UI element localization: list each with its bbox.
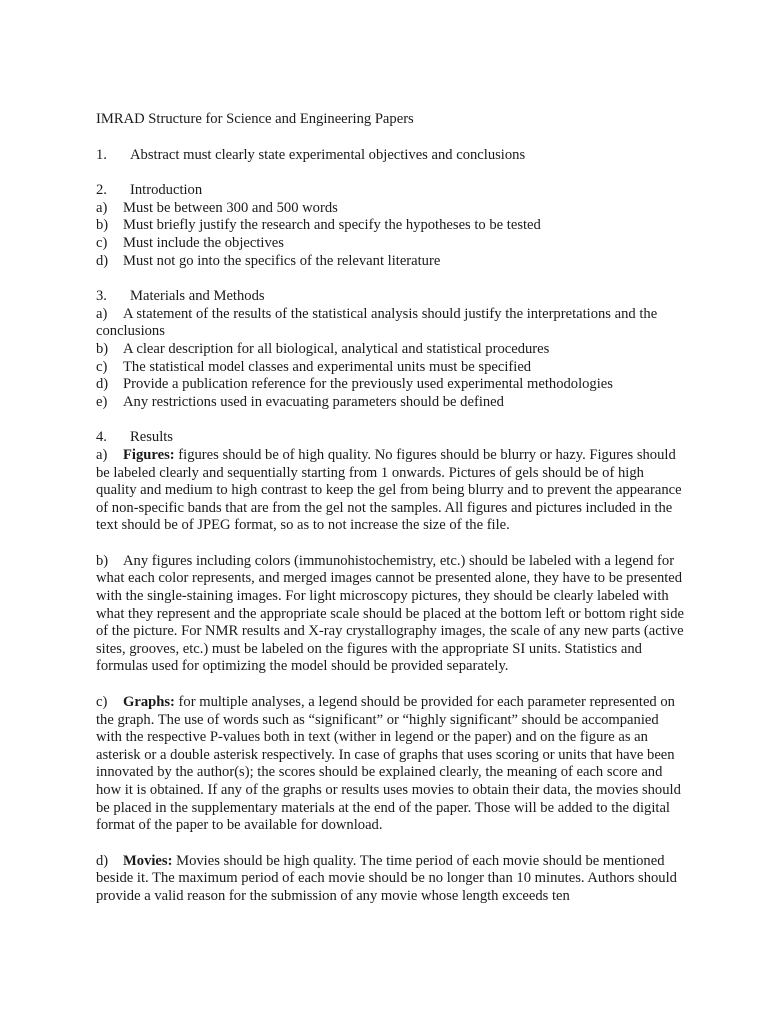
paragraph-text: Movies should be high quality. The time period of each movie should be mentioned beside it. The maximum period of each movie should be no longer than 10 minutes. Authors should provide a valid reason for the submission of any movie whose length exceeds ten (96, 852, 677, 904)
list-item-label: c) (96, 234, 108, 251)
list-item-label: c) (96, 358, 108, 375)
list-item (96, 376, 686, 394)
list-item (96, 253, 686, 271)
paragraph-label: b) (96, 552, 109, 569)
section-number: 3. (96, 288, 107, 305)
paragraph-keyword: Graphs: (123, 694, 175, 711)
list-item-label: a) (96, 305, 108, 322)
list-item-text: A clear description for all biological, analytical and statistical procedures (123, 340, 550, 357)
results-paragraph-figures (96, 447, 686, 535)
list-item (96, 217, 686, 235)
list-item-text: Provide a publication reference for the previously used experimental methodologies (123, 376, 613, 393)
paragraph-text: Any figures including colors (immunohistochemistry, etc.) should be labeled with a legend for what each color represents, and merged images cannot be presented alone, they have to be presented with the single-staining images. For light microscopy pictures, they should be clearly labeled with what they represent and the appropriate scale should be placed at the bottom left or bottom right side of the picture. For NMR results and X-ray crystallography images, the scale of any new parts (active sites, grooves, etc.) must be labeled on the figures with the appropriate SI units. Statistics and formulas used for optimizing the model should be provided separately. (96, 552, 685, 675)
section-heading-text: Materials and Methods (130, 288, 265, 305)
list-item-label: d) (96, 376, 109, 393)
document-page (96, 111, 686, 924)
list-item (96, 200, 686, 218)
results-paragraph-movies (96, 853, 686, 906)
list-item (96, 306, 686, 341)
section-number: 2. (96, 182, 107, 199)
list-item-text: Must include the objectives (123, 234, 284, 251)
list-item-text: Must briefly justify the research and specify the hypotheses to be tested (123, 217, 541, 234)
section-abstract (96, 147, 686, 165)
paragraph-text: figures should be of high quality. No figures should be blurry or hazy. Figures should be labeled clearly and sequentially starting from 1 onwards. Pictures of gels should be of high quality and medium to high contrast to keep the gel from being blurry and to prevent the appearance of non-specific bands that are from the gel not the samples. All figures and pictures included in the text should be of JPEG format, so as to not increase the size of the file. (96, 446, 682, 534)
list-item (96, 341, 686, 359)
paragraph-label: d) (96, 852, 109, 869)
list-item-text: A statement of the results of the statistical analysis should justify the interpretations and the conclusions (96, 305, 658, 340)
paragraph-text: for multiple analyses, a legend should be provided for each parameter represented on the graph. The use of words such as “significant” or “highly significant” should be accompanied with the respective P-values both in text (wither in legend or the paper) and on the figure as an asterisk or a double asterisk respectively. In case of graphs that uses scoring or units that have been innovated by the author(s); the scores should be explained clearly, the meaning of each score and how it is obtained. If any of the graphs or results uses movies to obtain their data, the movies should be placed in the supplementary materials at the end of the paper. Those will be added to the digital format of the paper to be available for download. (96, 694, 681, 834)
paragraph-keyword: Figures: (123, 446, 175, 463)
section-heading-text: Results (130, 429, 173, 446)
results-paragraph-colors (96, 553, 686, 676)
paragraph-label: a) (96, 446, 108, 463)
section-introduction (96, 182, 686, 270)
list-item-label: d) (96, 252, 109, 269)
list-item (96, 394, 686, 412)
list-item-text: Must not go into the specifics of the relevant literature (123, 252, 441, 269)
section-heading-text: Introduction (130, 182, 203, 199)
list-item-text: Must be between 300 and 500 words (123, 199, 338, 216)
list-item-label: e) (96, 393, 108, 410)
section-materials-methods (96, 288, 686, 411)
list-item-label: b) (96, 340, 109, 357)
paragraph-keyword: Movies: (123, 852, 173, 869)
section-number: 4. (96, 429, 107, 446)
section-heading (96, 288, 686, 306)
list-item (96, 359, 686, 377)
list-item (96, 235, 686, 253)
section-heading (96, 182, 686, 200)
paragraph-label: c) (96, 694, 108, 711)
results-paragraph-graphs (96, 694, 686, 835)
list-item-label: b) (96, 217, 109, 234)
section-heading (96, 147, 686, 165)
list-item-label: a) (96, 199, 108, 216)
list-item-text: The statistical model classes and experimental units must be specified (123, 358, 532, 375)
section-results (96, 429, 686, 905)
section-heading-text: Abstract must clearly state experimental objectives and conclusions (130, 146, 526, 163)
section-number: 1. (96, 146, 107, 163)
section-heading (96, 429, 686, 447)
list-item-text: Any restrictions used in evacuating parameters should be defined (123, 393, 504, 410)
document-title: IMRAD Structure for Science and Engineering Papers (96, 111, 414, 127)
